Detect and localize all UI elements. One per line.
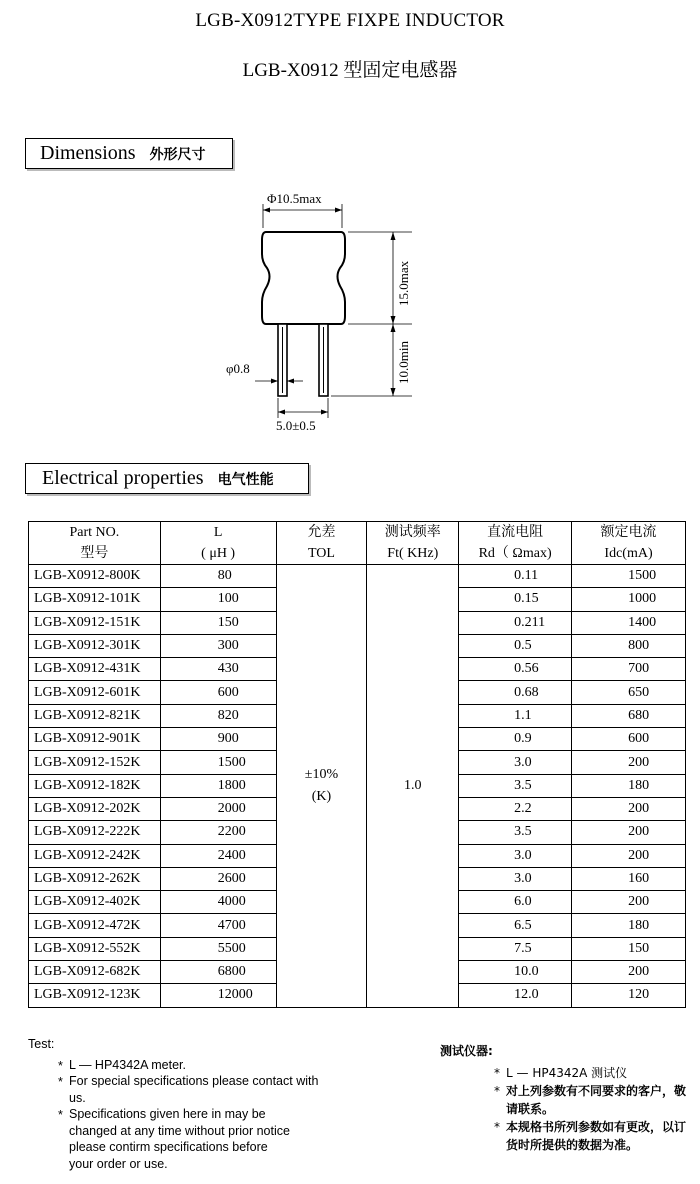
test-notes-cn — [440, 1042, 686, 1154]
rated-current-cell: 1500 — [572, 565, 686, 588]
header-tolerance: 允差 TOL — [276, 522, 367, 565]
dc-resistance-cell: 7.5 — [459, 937, 572, 960]
electrical-label-cn: 电气性能 — [217, 471, 274, 488]
body-height-label: 15.0max — [396, 260, 411, 306]
inductance-cell: 600 — [160, 681, 276, 704]
dc-resistance-cell: 0.5 — [459, 634, 572, 657]
lead-length-label: 10.0min — [396, 341, 411, 384]
rated-current-cell: 200 — [572, 797, 686, 820]
diameter-label: Φ10.5max — [267, 191, 322, 206]
table-body — [29, 565, 686, 1008]
part-number-cell: LGB-X0912-402K — [29, 891, 161, 914]
dc-resistance-cell: 10.0 — [459, 961, 572, 984]
tolerance-code: (K) — [311, 788, 332, 804]
inductance-cell: 5500 — [160, 937, 276, 960]
rated-current-cell: 680 — [572, 704, 686, 727]
inductance-cell: 430 — [160, 658, 276, 681]
page-title-en: LGB-X0912TYPE FIXPE INDUCTOR — [195, 10, 505, 31]
header-inductance: L ( μH ) — [160, 522, 276, 565]
table-row — [29, 565, 686, 588]
tolerance-value: ±10% — [304, 766, 339, 782]
dc-resistance-cell: 3.0 — [459, 751, 572, 774]
inductance-cell: 6800 — [160, 961, 276, 984]
test-notes-en — [28, 1036, 319, 1172]
part-number-cell: LGB-X0912-182K — [29, 774, 161, 797]
inductance-cell: 4700 — [160, 914, 276, 937]
part-number-cell: LGB-X0912-301K — [29, 634, 161, 657]
rated-current-cell: 650 — [572, 681, 686, 704]
table-header — [29, 522, 686, 565]
part-number-cell: LGB-X0912-682K — [29, 961, 161, 984]
part-number-cell: LGB-X0912-821K — [29, 704, 161, 727]
lead-spacing-label: 5.0±0.5 — [276, 418, 316, 433]
inductance-cell: 12000 — [160, 984, 276, 1007]
dc-resistance-cell: 0.11 — [459, 565, 572, 588]
inductor-body — [262, 232, 345, 324]
dc-resistance-cell: 6.5 — [459, 914, 572, 937]
rated-current-cell: 200 — [572, 961, 686, 984]
test-note-item-cn: * L — HP4342A 测试仪 — [494, 1064, 686, 1082]
dc-resistance-cell: 6.0 — [459, 891, 572, 914]
dc-resistance-cell: 2.2 — [459, 797, 572, 820]
dc-resistance-cell: 0.9 — [459, 728, 572, 751]
part-number-cell: LGB-X0912-552K — [29, 937, 161, 960]
rated-current-cell: 200 — [572, 891, 686, 914]
test-note-item: * For special specifications please contact with us. — [58, 1073, 319, 1106]
inductance-cell: 2400 — [160, 844, 276, 867]
part-number-cell: LGB-X0912-101K — [29, 588, 161, 611]
part-number-cell: LGB-X0912-151K — [29, 611, 161, 634]
rated-current-cell: 160 — [572, 867, 686, 890]
inductance-cell: 4000 — [160, 891, 276, 914]
inductance-cell: 150 — [160, 611, 276, 634]
rated-current-cell: 800 — [572, 634, 686, 657]
part-number-cell: LGB-X0912-222K — [29, 821, 161, 844]
test-note-item-cn: * 本规格书所列参数如有更改，以订货时所提供的数据为准。 — [494, 1118, 686, 1154]
part-number-cell: LGB-X0912-123K — [29, 984, 161, 1007]
header-rated-current: 额定电流 Idc(mA) — [572, 522, 686, 565]
rated-current-cell: 1400 — [572, 611, 686, 634]
rated-current-cell: 180 — [572, 774, 686, 797]
test-notes-title: Test: — [28, 1037, 55, 1051]
inductance-cell: 820 — [160, 704, 276, 727]
dc-resistance-cell: 3.5 — [459, 774, 572, 797]
test-note-item: * Specifications given here in may be changed at any time without prior notice please contirm specifications before your order or use. — [58, 1106, 294, 1172]
inductance-cell: 80 — [160, 565, 276, 588]
part-number-cell: LGB-X0912-152K — [29, 751, 161, 774]
inductance-cell: 2600 — [160, 867, 276, 890]
inductance-cell: 1500 — [160, 751, 276, 774]
dc-resistance-cell: 0.68 — [459, 681, 572, 704]
dc-resistance-cell: 0.15 — [459, 588, 572, 611]
test-note-item-cn: * 对上列参数有不同要求的客户，敬请联系。 — [494, 1082, 686, 1118]
inductance-cell: 100 — [160, 588, 276, 611]
rated-current-cell: 700 — [572, 658, 686, 681]
part-number-cell: LGB-X0912-202K — [29, 797, 161, 820]
inductance-cell: 2200 — [160, 821, 276, 844]
part-number-cell: LGB-X0912-431K — [29, 658, 161, 681]
part-number-cell: LGB-X0912-242K — [29, 844, 161, 867]
dc-resistance-cell: 3.5 — [459, 821, 572, 844]
dc-resistance-cell: 1.1 — [459, 704, 572, 727]
inductance-cell: 900 — [160, 728, 276, 751]
header-test-frequency: 测试频率 Ft( KHz) — [367, 522, 459, 565]
rated-current-cell: 200 — [572, 844, 686, 867]
header-part: Part NO. 型号 — [29, 522, 161, 565]
electrical-spec-table — [28, 521, 686, 1008]
inductor-dimension-drawing — [0, 0, 700, 460]
rated-current-cell: 600 — [572, 728, 686, 751]
page-title-cn: LGB-X0912 型固定电感器 — [242, 60, 458, 81]
dimensions-label-en: Dimensions — [40, 142, 136, 164]
dc-resistance-cell: 0.211 — [459, 611, 572, 634]
inductance-cell: 1800 — [160, 774, 276, 797]
test-note-item: * L — HP4342A meter. — [58, 1057, 319, 1074]
part-number-cell: LGB-X0912-800K — [29, 565, 161, 588]
lead-diameter-label: φ0.8 — [226, 361, 250, 376]
electrical-label-en: Electrical properties — [42, 467, 204, 489]
tolerance-cell — [276, 565, 367, 1008]
rated-current-cell: 200 — [572, 821, 686, 844]
part-number-cell: LGB-X0912-262K — [29, 867, 161, 890]
rated-current-cell: 1000 — [572, 588, 686, 611]
test-notes-title-cn: 测试仪器: — [440, 1044, 493, 1058]
rated-current-cell: 150 — [572, 937, 686, 960]
part-number-cell: LGB-X0912-601K — [29, 681, 161, 704]
dc-resistance-cell: 3.0 — [459, 867, 572, 890]
dimensions-label-cn: 外形尺寸 — [149, 146, 206, 163]
rated-current-cell: 200 — [572, 751, 686, 774]
dc-resistance-cell: 0.56 — [459, 658, 572, 681]
part-number-cell: LGB-X0912-901K — [29, 728, 161, 751]
dc-resistance-cell: 3.0 — [459, 844, 572, 867]
test-frequency-cell: 1.0 — [367, 565, 459, 1008]
header-dc-resistance: 直流电阻 Rd（ Ωmax) — [459, 522, 572, 565]
part-number-cell: LGB-X0912-472K — [29, 914, 161, 937]
electrical-section-label — [25, 463, 309, 494]
rated-current-cell: 120 — [572, 984, 686, 1007]
dc-resistance-cell: 12.0 — [459, 984, 572, 1007]
inductance-cell: 2000 — [160, 797, 276, 820]
rated-current-cell: 180 — [572, 914, 686, 937]
inductance-cell: 300 — [160, 634, 276, 657]
